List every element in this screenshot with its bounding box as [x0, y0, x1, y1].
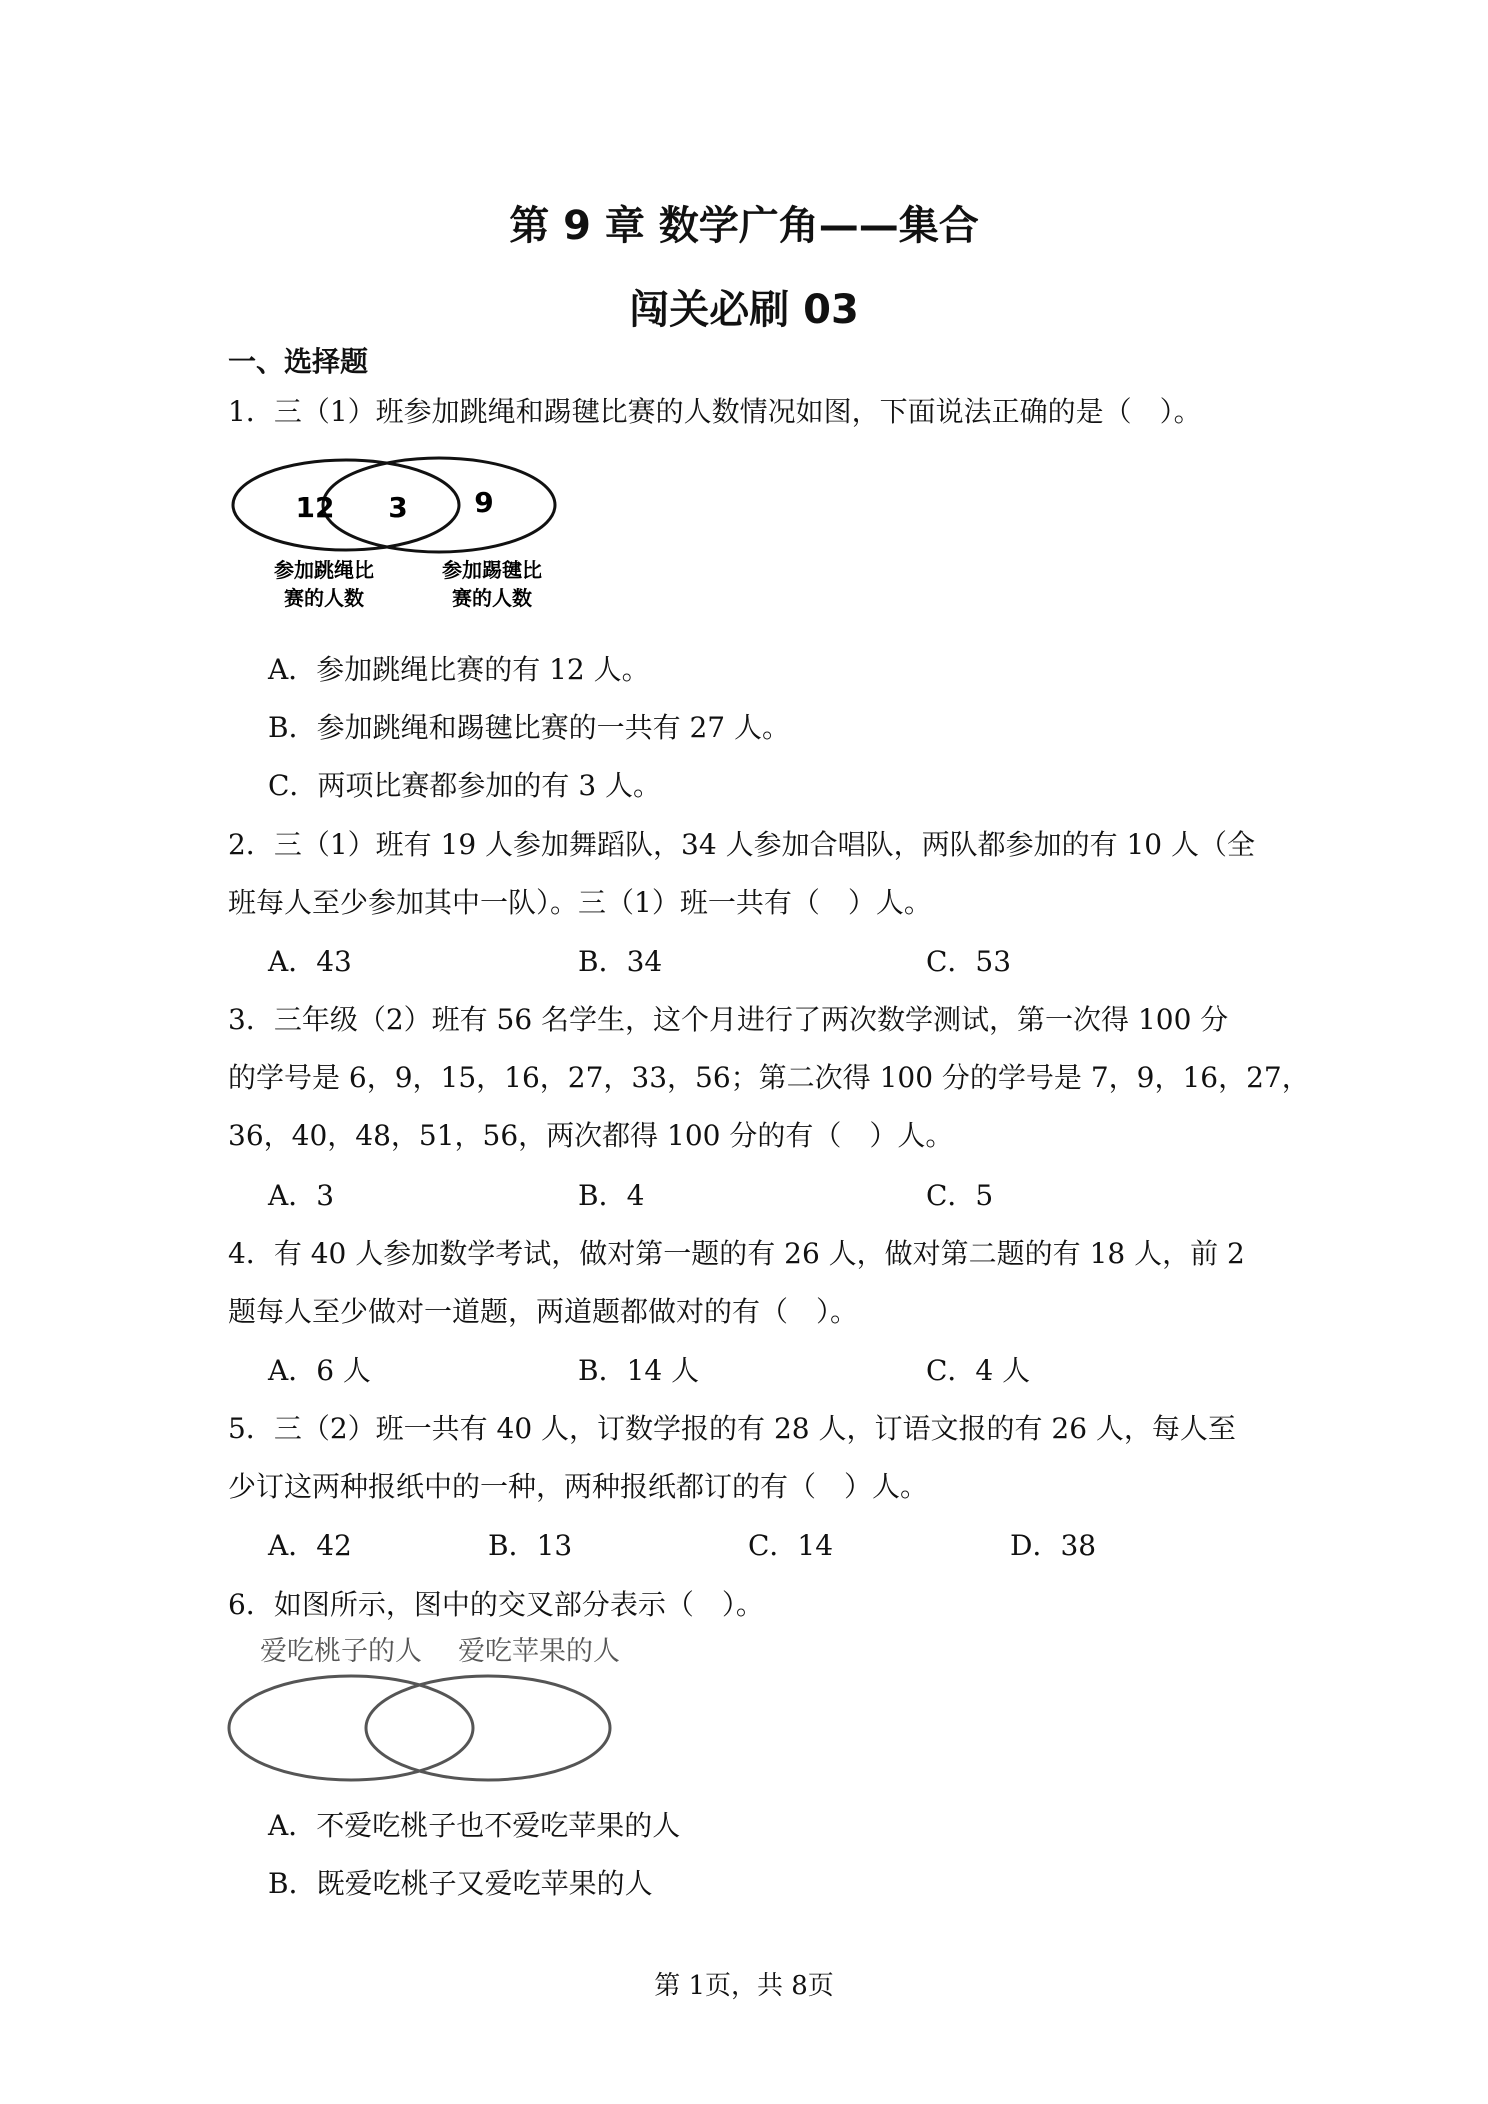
q3-option-a: A．3: [268, 1179, 335, 1212]
q1-left-circle: [233, 460, 459, 550]
q1-right-circle: [323, 458, 555, 552]
q5-stem-line-2: 少订这两种报纸中的一种，两种报纸都订的有（ ）人。: [228, 1470, 929, 1503]
q5-option-b: B．13: [488, 1529, 573, 1562]
q1-left-value: 12: [295, 491, 335, 524]
q1-venn-diagram: [226, 455, 576, 625]
q2-option-a: A．43: [268, 945, 352, 978]
q4-option-c: C．4 人: [926, 1354, 1031, 1387]
q6-venn-diagram: [226, 1628, 636, 1788]
q5-option-a: A．42: [268, 1529, 352, 1562]
q2-stem-line-2: 班每人至少参加其中一队）。三（1）班一共有（ ）人。: [228, 886, 932, 919]
q1-option-a: A．参加跳绳比赛的有 12 人。: [268, 653, 650, 686]
q1-stem: 1．三（1）班参加跳绳和踢毽比赛的人数情况如图，下面说法正确的是（ ）。: [228, 395, 1202, 428]
q2-option-c: C．53: [926, 945, 1012, 978]
q3-stem-line-3: 36，40，48，51，56，两次都得 100 分的有（ ）人。: [228, 1119, 954, 1152]
q5-stem-line-1: 5．三（2）班一共有 40 人，订数学报的有 28 人，订语文报的有 26 人，每人至: [228, 1412, 1236, 1445]
q1-middle-value: 3: [388, 491, 408, 524]
q1-right-value: 9: [474, 486, 494, 519]
q6-left-circle: [229, 1676, 473, 1780]
q1-option-c: C．两项比赛都参加的有 3 人。: [268, 769, 662, 802]
q4-option-a: A．6 人: [268, 1354, 371, 1387]
page-footer: 第 1页，共 8页: [654, 1971, 834, 2001]
q6-stem: 6．如图所示，图中的交叉部分表示（ ）。: [228, 1588, 764, 1621]
q4-stem-line-1: 4．有 40 人参加数学考试，做对第一题的有 26 人，做对第二题的有 18 人，前 2: [228, 1237, 1245, 1270]
q6-right-circle: [366, 1676, 610, 1780]
q6-left-label: 爱吃桃子的人: [260, 1636, 422, 1667]
q3-option-c: C．5: [926, 1179, 994, 1212]
chapter-subtitle: 闯关必刷 03: [629, 287, 859, 333]
q1-left-caption-1: 参加跳绳比: [274, 558, 374, 582]
q6-option-b: B．既爱吃桃子又爱吃苹果的人: [268, 1867, 653, 1900]
q6-option-a: A．不爱吃桃子也不爱吃苹果的人: [268, 1809, 681, 1842]
q3-stem-line-2: 的学号是 6，9，15，16，27，33，56；第二次得 100 分的学号是 7，9，16，27，: [228, 1061, 1310, 1094]
q5-option-d: D．38: [1010, 1529, 1097, 1562]
q5-option-c: C．14: [748, 1529, 834, 1562]
section-heading: 一、选择题: [228, 345, 369, 378]
q1-right-caption-1: 参加踢毽比: [442, 558, 542, 582]
q2-option-b: B．34: [578, 945, 663, 978]
q4-option-b: B．14 人: [578, 1354, 700, 1387]
q6-right-label: 爱吃苹果的人: [458, 1636, 620, 1667]
q1-left-caption-2: 赛的人数: [284, 586, 364, 610]
q2-stem-line-1: 2．三（1）班有 19 人参加舞蹈队，34 人参加合唱队，两队都参加的有 10 人（全: [228, 828, 1256, 861]
chapter-title: 第 9 章 数学广角——集合: [509, 203, 979, 249]
q1-right-caption-2: 赛的人数: [452, 586, 532, 610]
q3-stem-line-1: 3．三年级（2）班有 56 名学生，这个月进行了两次数学测试，第一次得 100 分: [228, 1003, 1229, 1036]
q1-option-b: B．参加跳绳和踢毽比赛的一共有 27 人。: [268, 711, 791, 744]
q4-stem-line-2: 题每人至少做对一道题，两道题都做对的有（ ）。: [228, 1295, 859, 1328]
q3-option-b: B．4: [578, 1179, 645, 1212]
